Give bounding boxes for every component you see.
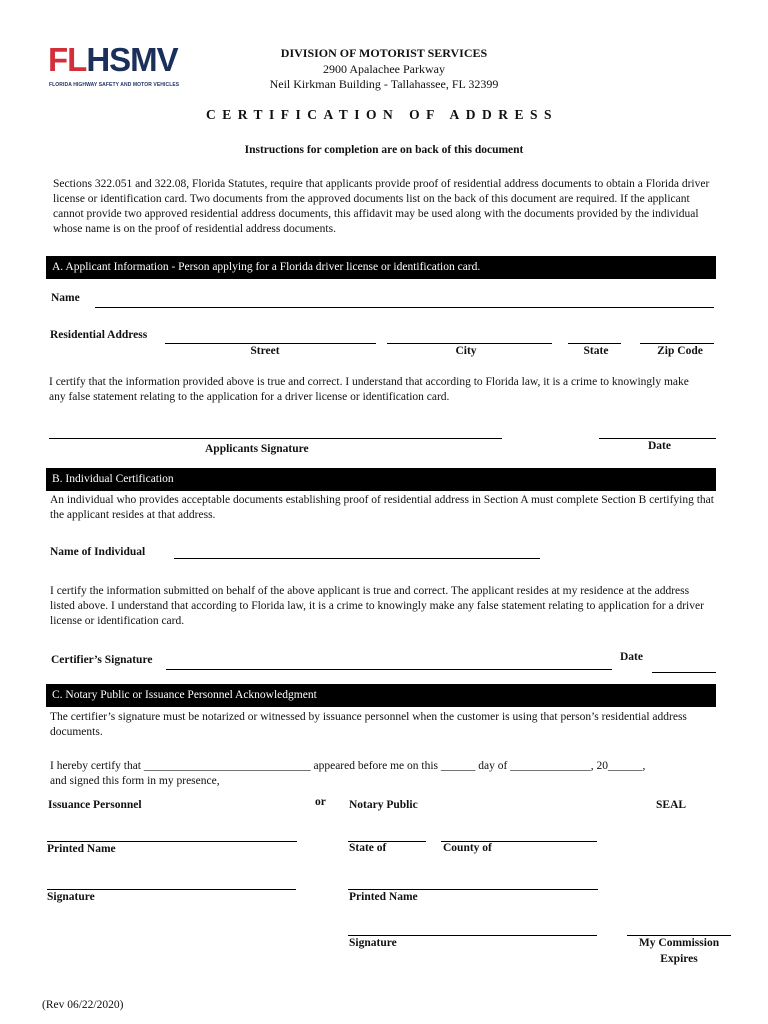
issuance-signature-field[interactable] [47,889,296,890]
section-b-header: B. Individual Certification [46,468,716,491]
zip-field[interactable] [640,343,714,344]
name-of-individual-label: Name of Individual [50,546,146,558]
state-of-label: State of [349,842,387,854]
section-a-certify-text: I certify that the information provided above is true and correct. I understand that according to Florida law, it is a crime to knowingly make any false statement relating to the application for a driver license or identification card. [49,376,689,403]
intro-paragraph: Sections 322.051 and 322.08, Florida Statutes, require that applicants provide proof of residential address documents to obtain a Florida driver license or identification card. Two documents from the approved documents list on the back of this document are required. If the applicant cannot provide two approved residential address documents, this affidavit may be used along with the documents provided by the individual whose name is on the proof of residential address documents. [53,178,710,235]
city-label: City [455,345,477,357]
revision-label: (Rev 06/22/2020) [42,999,124,1011]
instructions-note: Instructions for completion are on back of this document [244,144,524,156]
certifier-signature-label: Certifier’s Signature [51,654,153,666]
notary-printed-name-field[interactable] [348,889,598,890]
section-b-certify-text: I certify the information submitted on behalf of the above applicant is true and correct. The applicant resides at my residence at the address listed above. I understand that according to Florida law, it is a crime to knowingly make any false statement relating to application for a driver license or identification card. [50,585,704,627]
section-c-header: C. Notary Public or Issuance Personnel Acknowledgment [46,684,716,707]
notary-signature-field[interactable] [348,935,597,936]
commission-expires-field[interactable] [627,935,731,936]
zip-label: Zip Code [657,345,703,357]
commission-label-2: Expires [660,953,698,965]
state-label: State [583,345,609,357]
certify-line-2: and signed this form in my presence, [50,775,220,787]
or-label: or [315,796,326,808]
name-of-individual-field[interactable] [174,558,540,559]
notary-printed-name-label: Printed Name [349,891,418,903]
applicant-signature-label: Applicants Signature [205,443,309,455]
flhsmv-logo [48,41,200,96]
commission-label-1: My Commission [638,937,720,949]
logo-tagline: FLORIDA HIGHWAY SAFETY AND MOTOR VEHICLES [49,82,180,88]
issuance-personnel-label: Issuance Personnel [48,799,142,811]
address-street: 2900 Apalachee Parkway [323,62,445,76]
applicant-signature-field[interactable] [49,438,502,439]
section-b-text: An individual who provides acceptable documents establishing proof of residential address in Section A must complete Section B certifying that the applicant resides at that address. [50,494,714,521]
section-c-text: The certifier’s signature must be notarized or witnessed by issuance personnel when the customer is using that person’s residential address documents. [50,711,687,738]
county-of-label: County of [443,842,492,854]
name-field[interactable] [95,307,714,308]
certifier-date-label: Date [620,651,643,663]
notary-signature-label: Signature [349,937,397,949]
issuance-printed-name-label: Printed Name [47,843,116,855]
name-label: Name [51,292,80,304]
section-a-header: A. Applicant Information - Person applying for a Florida driver license or identification card. [46,256,716,279]
certify-line-1: I hereby certify that _____________________________ appeared before me on this ______ day of ______________, 20______, [50,760,646,772]
certifier-date-field[interactable] [652,672,716,673]
city-field[interactable] [387,343,552,344]
applicant-date-label: Date [648,440,671,452]
applicant-date-field[interactable] [599,438,716,439]
certifier-signature-field[interactable] [166,669,612,670]
issuance-printed-name-field[interactable] [47,841,297,842]
street-label: Street [250,345,280,357]
division-title: DIVISION OF MOTORIST SERVICES [280,46,488,60]
logo-hsmv: HSMV [86,41,178,78]
page-title: CERTIFICATION OF ADDRESS [205,107,559,122]
residential-address-label: Residential Address [50,329,148,341]
street-field[interactable] [165,343,376,344]
notary-public-label: Notary Public [349,799,418,811]
address-building: Neil Kirkman Building - Tallahassee, FL 32399 [269,77,499,91]
logo-fl: FL [48,41,87,78]
issuance-signature-label: Signature [47,891,95,903]
seal-label: SEAL [656,799,687,811]
state-field[interactable] [568,343,621,344]
